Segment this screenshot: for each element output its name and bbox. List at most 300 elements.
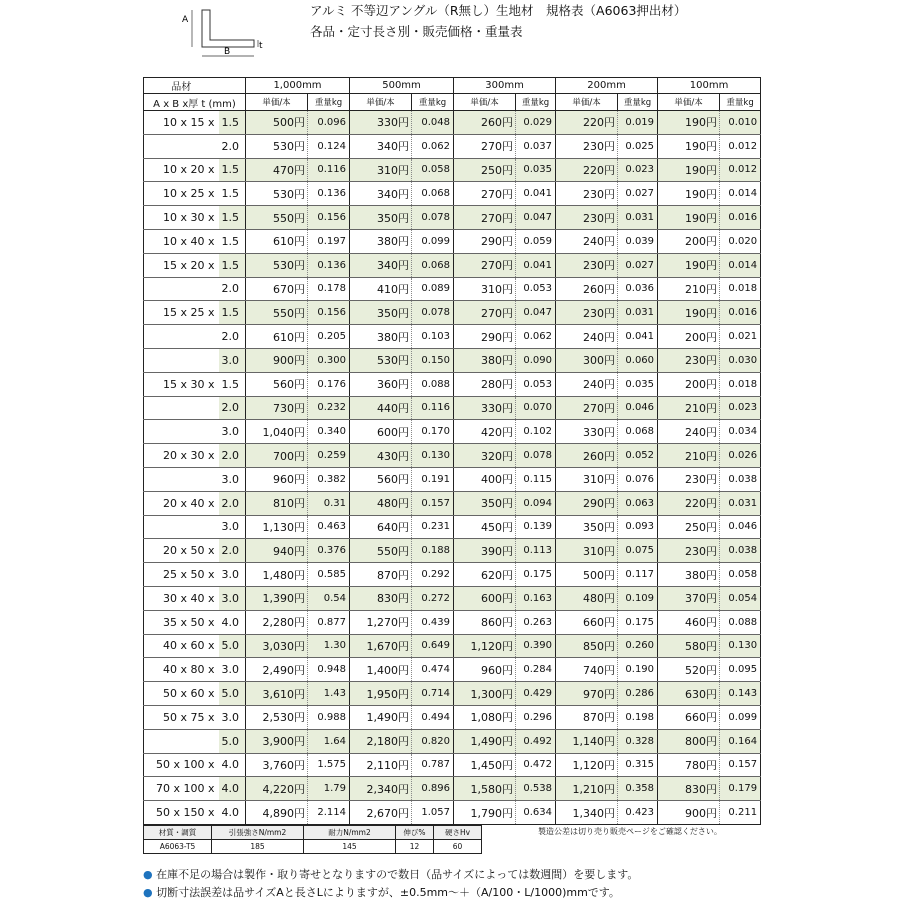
price-cell: 670円 [246,277,308,301]
price-cell: 830円 [350,586,412,610]
weight-label: 重量kg [516,94,556,111]
weight-cell: 0.198 [618,705,658,729]
weight-cell: 0.090 [516,348,556,372]
weight-cell: 0.272 [412,586,454,610]
price-cell: 240円 [556,325,618,349]
table-row [144,586,761,610]
size-ab: 40 x 60 x [144,634,219,658]
price-cell: 2,280円 [246,610,308,634]
price-cell: 1,040円 [246,420,308,444]
size-thickness: 2.0 [219,444,246,468]
material-spec-table [143,825,482,854]
table-row [144,634,761,658]
length-header-1: 1,000mm [246,78,350,94]
price-cell: 210円 [658,396,720,420]
price-label: 単価/本 [246,94,308,111]
price-cell: 610円 [246,325,308,349]
price-cell: 870円 [350,563,412,587]
size-thickness: 1.5 [219,206,246,230]
weight-cell: 0.296 [516,705,556,729]
price-cell: 700円 [246,444,308,468]
size-thickness: 2.0 [219,491,246,515]
price-cell: 550円 [246,301,308,325]
weight-cell: 0.263 [516,610,556,634]
price-cell: 270円 [556,396,618,420]
size-ab: 10 x 30 x [144,206,219,230]
weight-cell: 0.585 [308,563,350,587]
price-cell: 230円 [658,539,720,563]
price-cell: 560円 [350,467,412,491]
weight-cell: 0.012 [720,134,761,158]
price-cell: 190円 [658,134,720,158]
weight-cell: 0.078 [412,206,454,230]
table-row [144,206,761,230]
weight-cell: 0.041 [516,182,556,206]
weight-cell: 0.130 [720,634,761,658]
weight-cell: 0.896 [412,777,454,801]
price-cell: 850円 [556,634,618,658]
size-thickness: 3.0 [219,658,246,682]
weight-cell: 0.292 [412,563,454,587]
weight-cell: 1.64 [308,729,350,753]
price-cell: 2,490円 [246,658,308,682]
size-thickness: 1.5 [219,229,246,253]
size-ab: 15 x 30 x [144,372,219,396]
weight-cell: 0.046 [618,396,658,420]
price-cell: 480円 [556,586,618,610]
weight-cell: 0.027 [618,182,658,206]
weight-cell: 2.114 [308,801,350,825]
table-row [144,801,761,825]
size-thickness: 4.0 [219,801,246,825]
weight-cell: 0.014 [720,253,761,277]
size-thickness: 3.0 [219,705,246,729]
size-ab: 40 x 80 x [144,658,219,682]
weight-cell: 0.016 [720,206,761,230]
price-cell: 190円 [658,253,720,277]
price-cell: 190円 [658,301,720,325]
weight-cell: 0.059 [516,229,556,253]
size-thickness: 1.5 [219,372,246,396]
weight-cell: 0.259 [308,444,350,468]
price-cell: 240円 [658,420,720,444]
price-cell: 1,450円 [454,753,516,777]
weight-cell: 0.31 [308,491,350,515]
price-cell: 500円 [556,563,618,587]
size-ab: 10 x 40 x [144,229,219,253]
weight-cell: 0.041 [516,253,556,277]
price-cell: 4,220円 [246,777,308,801]
price-cell: 230円 [658,467,720,491]
footnote-text: 在庫不足の場合は製作・取り寄せとなりますので数日（品サイズによっては数週間）を要します。 [156,868,639,881]
weight-cell: 0.315 [618,753,658,777]
weight-cell: 0.117 [618,563,658,587]
weight-cell: 0.025 [618,134,658,158]
size-ab: 30 x 40 x [144,586,219,610]
weight-cell: 0.260 [618,634,658,658]
price-cell: 740円 [556,658,618,682]
weight-cell: 0.948 [308,658,350,682]
price-cell: 1,950円 [350,682,412,706]
price-cell: 450円 [454,515,516,539]
price-cell: 900円 [658,801,720,825]
weight-cell: 0.634 [516,801,556,825]
weight-cell: 0.062 [516,325,556,349]
size-ab: 25 x 50 x [144,563,219,587]
weight-cell: 0.036 [618,277,658,301]
table-row [144,348,761,372]
diagram-label-b: B [224,47,231,57]
price-cell: 1,210円 [556,777,618,801]
weight-cell: 0.492 [516,729,556,753]
size-thickness: 1.5 [219,182,246,206]
weight-cell: 0.358 [618,777,658,801]
weight-cell: 1.30 [308,634,350,658]
weight-cell: 0.053 [516,277,556,301]
weight-cell: 0.649 [412,634,454,658]
spec-header: 引張強さN/mm2 [212,826,304,840]
price-cell: 260円 [556,444,618,468]
weight-cell: 0.463 [308,515,350,539]
weight-cell: 0.286 [618,682,658,706]
price-cell: 260円 [556,277,618,301]
weight-label: 重量kg [412,94,454,111]
weight-cell: 0.150 [412,348,454,372]
weight-cell: 0.284 [516,658,556,682]
weight-cell: 0.175 [516,563,556,587]
price-cell: 1,120円 [556,753,618,777]
weight-cell: 0.020 [720,229,761,253]
weight-cell: 0.232 [308,396,350,420]
weight-cell: 0.030 [720,348,761,372]
weight-cell: 0.197 [308,229,350,253]
weight-cell: 0.102 [516,420,556,444]
size-thickness: 4.0 [219,610,246,634]
weight-cell: 1.43 [308,682,350,706]
price-cell: 420円 [454,420,516,444]
bullet-icon: ● [143,886,153,899]
table-row [144,420,761,444]
size-thickness: 3.0 [219,515,246,539]
size-thickness: 3.0 [219,586,246,610]
length-header-4: 200mm [556,78,658,94]
weight-cell: 0.023 [720,396,761,420]
weight-cell: 0.178 [308,277,350,301]
weight-cell: 0.038 [720,467,761,491]
weight-cell: 0.062 [412,134,454,158]
weight-cell: 0.048 [412,111,454,135]
price-cell: 190円 [658,206,720,230]
weight-cell: 0.472 [516,753,556,777]
weight-cell: 0.060 [618,348,658,372]
table-row [144,229,761,253]
weight-label: 重量kg [618,94,658,111]
weight-cell: 0.877 [308,610,350,634]
price-cell: 530円 [246,253,308,277]
price-cell: 860円 [454,610,516,634]
weight-cell: 0.039 [618,229,658,253]
weight-cell: 0.231 [412,515,454,539]
weight-cell: 0.191 [412,467,454,491]
price-cell: 210円 [658,277,720,301]
weight-cell: 0.031 [720,491,761,515]
price-cell: 390円 [454,539,516,563]
title-line-2: 各品・定寸長さ別・販売価格・重量表 [310,24,523,39]
table-row [144,325,761,349]
weight-cell: 0.021 [720,325,761,349]
size-thickness: 2.0 [219,396,246,420]
price-cell: 550円 [350,539,412,563]
weight-cell: 0.016 [720,301,761,325]
weight-cell: 0.088 [412,372,454,396]
weight-cell: 0.115 [516,467,556,491]
table-row [144,467,761,491]
table-row [144,158,761,182]
size-thickness: 2.0 [219,134,246,158]
price-cell: 900円 [246,348,308,372]
table-row [144,777,761,801]
price-cell: 270円 [454,253,516,277]
weight-cell: 0.176 [308,372,350,396]
price-cell: 870円 [556,705,618,729]
price-cell: 530円 [246,134,308,158]
table-body [144,111,761,825]
weight-cell: 0.429 [516,682,556,706]
weight-cell: 0.053 [516,372,556,396]
tolerance-note: 製造公差は切り売り販売ページをご確認ください。 [538,827,722,836]
price-weight-table [143,77,761,825]
table-row [144,372,761,396]
price-cell: 230円 [556,206,618,230]
weight-cell: 0.382 [308,467,350,491]
price-cell: 1,490円 [350,705,412,729]
price-cell: 560円 [246,372,308,396]
price-cell: 300円 [556,348,618,372]
price-cell: 350円 [454,491,516,515]
weight-cell: 0.130 [412,444,454,468]
page-title [310,0,686,42]
table-row [144,491,761,515]
price-cell: 1,400円 [350,658,412,682]
table-row [144,610,761,634]
table-row [144,515,761,539]
price-cell: 660円 [658,705,720,729]
weight-cell: 0.328 [618,729,658,753]
weight-cell: 0.54 [308,586,350,610]
table-row [144,563,761,587]
price-cell: 960円 [246,467,308,491]
weight-label: 重量kg [720,94,761,111]
size-ab: 20 x 50 x [144,539,219,563]
price-cell: 250円 [658,515,720,539]
price-cell: 190円 [658,111,720,135]
weight-cell: 0.190 [618,658,658,682]
size-ab [144,134,219,158]
weight-cell: 0.474 [412,658,454,682]
price-cell: 550円 [246,206,308,230]
price-cell: 620円 [454,563,516,587]
price-cell: 350円 [556,515,618,539]
weight-cell: 0.094 [516,491,556,515]
weight-cell: 0.058 [412,158,454,182]
footnote-2 [143,884,620,900]
price-cell: 270円 [454,134,516,158]
weight-cell: 0.068 [618,420,658,444]
length-header-2: 500mm [350,78,454,94]
weight-cell: 0.164 [720,729,761,753]
spec-value: 185 [212,840,304,854]
weight-cell: 0.035 [618,372,658,396]
table-row [144,277,761,301]
price-cell: 190円 [658,158,720,182]
price-cell: 730円 [246,396,308,420]
weight-cell: 0.047 [516,206,556,230]
spec-header: 伸び% [396,826,434,840]
price-cell: 600円 [350,420,412,444]
price-cell: 440円 [350,396,412,420]
price-cell: 230円 [556,134,618,158]
price-cell: 1,490円 [454,729,516,753]
weight-cell: 0.031 [618,206,658,230]
price-cell: 1,670円 [350,634,412,658]
size-ab: 15 x 25 x [144,301,219,325]
weight-cell: 0.157 [412,491,454,515]
price-cell: 220円 [556,111,618,135]
price-cell: 320円 [454,444,516,468]
weight-cell: 0.054 [720,586,761,610]
price-label: 単価/本 [658,94,720,111]
weight-label: 重量kg [308,94,350,111]
spec-value: 145 [304,840,396,854]
weight-cell: 0.300 [308,348,350,372]
price-cell: 1,270円 [350,610,412,634]
weight-cell: 0.205 [308,325,350,349]
price-cell: 380円 [454,348,516,372]
price-cell: 360円 [350,372,412,396]
spec-header: 耐力N/mm2 [304,826,396,840]
weight-cell: 0.116 [412,396,454,420]
size-ab: 35 x 50 x [144,610,219,634]
price-cell: 230円 [658,348,720,372]
footnote-text: 切断寸法誤差は品サイズAと長さLによりますが、±0.5mm〜＋（A/100・L/1000)mmです。 [156,886,620,899]
price-cell: 380円 [350,229,412,253]
table-row [144,111,761,135]
weight-cell: 0.423 [618,801,658,825]
angle-profile-diagram [180,6,265,61]
weight-cell: 0.027 [618,253,658,277]
price-cell: 800円 [658,729,720,753]
weight-cell: 0.029 [516,111,556,135]
weight-cell: 0.018 [720,372,761,396]
price-cell: 240円 [556,229,618,253]
price-cell: 430円 [350,444,412,468]
weight-cell: 0.046 [720,515,761,539]
size-thickness: 2.0 [219,539,246,563]
price-cell: 380円 [350,325,412,349]
weight-cell: 0.376 [308,539,350,563]
weight-cell: 0.175 [618,610,658,634]
size-thickness: 3.0 [219,348,246,372]
size-ab [144,420,219,444]
price-cell: 2,340円 [350,777,412,801]
size-ab: 15 x 20 x [144,253,219,277]
weight-cell: 0.136 [308,253,350,277]
weight-cell: 0.075 [618,539,658,563]
price-cell: 280円 [454,372,516,396]
size-thickness: 5.0 [219,634,246,658]
price-cell: 3,610円 [246,682,308,706]
weight-cell: 0.034 [720,420,761,444]
size-thickness: 5.0 [219,729,246,753]
weight-cell: 0.012 [720,158,761,182]
price-cell: 1,480円 [246,563,308,587]
size-ab: 70 x 100 x [144,777,219,801]
price-label: 単価/本 [454,94,516,111]
weight-cell: 1.575 [308,753,350,777]
price-cell: 780円 [658,753,720,777]
size-thickness: 3.0 [219,563,246,587]
weight-cell: 0.078 [412,301,454,325]
footnote-1 [143,866,638,882]
price-cell: 1,580円 [454,777,516,801]
size-thickness: 1.5 [219,253,246,277]
length-header-5: 100mm [658,78,761,94]
weight-cell: 0.041 [618,325,658,349]
weight-cell: 0.096 [308,111,350,135]
table-row [144,134,761,158]
table-row [144,729,761,753]
price-cell: 200円 [658,372,720,396]
weight-cell: 0.018 [720,277,761,301]
weight-cell: 0.156 [308,206,350,230]
length-header-3: 300mm [454,78,556,94]
price-cell: 1,140円 [556,729,618,753]
price-cell: 350円 [350,301,412,325]
price-cell: 1,120円 [454,634,516,658]
weight-cell: 1.057 [412,801,454,825]
size-ab [144,515,219,539]
price-cell: 340円 [350,253,412,277]
weight-cell: 0.116 [308,158,350,182]
weight-cell: 0.340 [308,420,350,444]
price-cell: 250円 [454,158,516,182]
weight-cell: 0.035 [516,158,556,182]
weight-cell: 0.143 [720,682,761,706]
price-cell: 530円 [350,348,412,372]
weight-cell: 0.058 [720,563,761,587]
weight-cell: 0.103 [412,325,454,349]
weight-cell: 0.124 [308,134,350,158]
weight-cell: 0.019 [618,111,658,135]
size-ab: 20 x 40 x [144,491,219,515]
weight-cell: 0.113 [516,539,556,563]
size-ab: 50 x 75 x [144,705,219,729]
price-cell: 220円 [556,158,618,182]
weight-cell: 0.538 [516,777,556,801]
table-row [144,253,761,277]
price-cell: 270円 [454,182,516,206]
price-cell: 640円 [350,515,412,539]
weight-cell: 0.439 [412,610,454,634]
col-subtitle: A x B x厚 t (mm) [144,94,246,111]
spec-value: 60 [434,840,482,854]
spec-value: 12 [396,840,434,854]
price-cell: 240円 [556,372,618,396]
weight-cell: 0.078 [516,444,556,468]
weight-cell: 0.109 [618,586,658,610]
price-cell: 610円 [246,229,308,253]
weight-cell: 0.188 [412,539,454,563]
